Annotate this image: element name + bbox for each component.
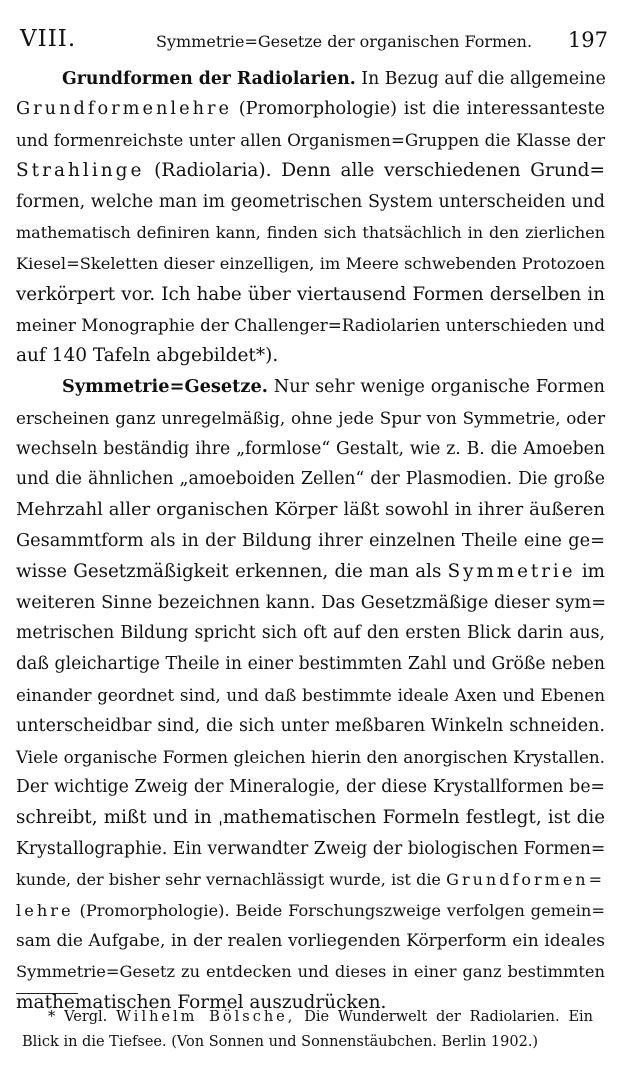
text-line: erscheinen ganz unregelmäßig, ohne jede Spur von Symmetrie, oder <box>16 408 605 428</box>
text-line: kunde, der bisher sehr vernachlässigt wurde, ist die Grundformen= <box>16 870 605 889</box>
text-line: und die ähnlichen „amoeboiden Zellen“ der Plasmodien. Die große <box>16 469 605 489</box>
text-line: einander geordnet sind, und daß bestimmte ideale Axen und Ebenen <box>16 685 605 705</box>
text-line: unterscheidbar sind, die sich unter meßbaren Winkeln schneiden. <box>16 716 605 736</box>
text-line: verkörpert vor. Ich habe über viertausend Formen derselben in <box>16 284 605 305</box>
text-line: daß gleichartige Theile in einer bestimmten Zahl und Größe neben <box>16 654 605 674</box>
text-line: wechseln beständig ihre „formlose“ Gestalt, wie z. B. die Amoeben <box>16 439 605 459</box>
footnote-line: * Vergl. Wilhelm Bölsche, Die Wunderwelt der Radiolarien. Ein <box>48 1009 594 1025</box>
page-number: 197 <box>567 28 608 52</box>
running-header <box>20 26 608 56</box>
spaced-term: Grundformen= <box>446 870 605 889</box>
text-line: Grundformenlehre (Promorphologie) ist die interessanteste <box>16 99 605 119</box>
spaced-term: Strahlinge <box>16 160 145 181</box>
text-line: Gesammtform als in der Bildung ihrer einzelnen Theile eine ge= <box>16 531 605 551</box>
text-line: Kiesel=Skeletten dieser einzelligen, im Meere schwebenden Protozoen <box>16 254 605 273</box>
footnote-rule <box>16 993 78 994</box>
running-title: Symmetrie=Gesetze der organischen Formen. <box>156 32 533 51</box>
text-line: Grundformen der Radiolarien. In Bezug auf die allgemeine <box>62 69 606 89</box>
text-line: Strahlinge (Radiolaria). Denn alle verschiedenen Grund= <box>16 160 605 181</box>
footnote-line: Blick in die Tiefsee. (Von Sonnen und Sonnenstäubchen. Berlin 1902.) <box>22 1034 539 1050</box>
text-line: lehre (Promorphologie). Beide Forschungszweige verfolgen gemein= <box>16 901 605 920</box>
section-heading: Symmetrie=Gesetze. <box>62 376 268 397</box>
text-line: mathematischen Formel auszudrücken. <box>16 992 387 1013</box>
section-heading: Grundformen der Radiolarien. <box>62 69 356 89</box>
text-line: Viele organische Formen gleichen hierin den anorgischen Krystallen. <box>16 747 605 767</box>
text-line: Krystallographie. Ein verwandter Zweig der biologischen Formen= <box>16 839 606 859</box>
chapter-number: VIII. <box>20 26 77 52</box>
spaced-term: Grundformenlehre <box>16 99 233 119</box>
spaced-term: lehre <box>16 901 74 920</box>
text-line: meiner Monographie der Challenger=Radiolarien unterschieden und <box>16 315 605 335</box>
text-line: formen, welche man im geometrischen System unterscheiden und <box>16 192 605 212</box>
text-line: Mehrzahl aller organischen Körper läßt sowohl in ihrer äußeren <box>16 499 605 520</box>
text-line: sam die Aufgabe, in der realen vorliegenden Körperform ein ideales <box>16 931 605 951</box>
text-line: Der wichtige Zweig der Mineralogie, der diese Krystallformen be= <box>16 777 605 797</box>
spaced-term: Symmetrie <box>447 561 576 582</box>
spaced-term: Wilhelm Bölsche, <box>116 1009 296 1025</box>
text-line: auf 140 Tafeln abgebildet*). <box>16 345 279 366</box>
text-line: wisse Gesetzmäßigkeit erkennen, die man als Symmetrie im <box>16 561 605 582</box>
text-line: metrischen Bildung spricht sich oft auf den ersten Blick darin aus, <box>16 623 605 643</box>
text-line: schreibt, mißt und in ˌmathematischen Formeln festlegt, ist die <box>16 807 605 828</box>
text-line: mathematisch definiren kann, finden sich thatsächlich in den zierlichen <box>16 223 605 242</box>
text-line: Symmetrie=Gesetz zu entdecken und dieses in einer ganz bestimmten <box>16 962 605 981</box>
text-line: Symmetrie=Gesetze. Nur sehr wenige organische Formen <box>62 376 605 397</box>
text-line: weiteren Sinne bezeichnen kann. Das Gesetzmäßige dieser sym= <box>16 593 607 613</box>
text-line: und formenreichste unter allen Organismen=Gruppen die Klasse der <box>16 130 605 150</box>
